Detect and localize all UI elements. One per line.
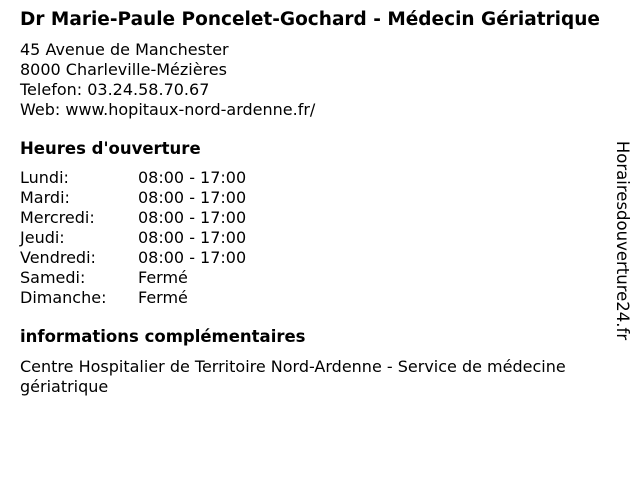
day-label: Jeudi: <box>20 228 65 247</box>
street-address: 45 Avenue de Manchester <box>20 40 229 59</box>
day-hours: Fermé <box>138 268 188 287</box>
day-hours: 08:00 - 17:00 <box>138 208 247 227</box>
opening-hours-heading: Heures d'ouverture <box>20 139 201 158</box>
opening-hours-table <box>20 168 610 308</box>
day-label: Dimanche: <box>20 288 107 307</box>
day-label: Vendredi: <box>20 248 96 267</box>
day-hours: 08:00 - 17:00 <box>138 228 247 247</box>
day-label: Mercredi: <box>20 208 95 227</box>
hours-row-monday <box>20 168 610 188</box>
additional-info-text: Centre Hospitalier de Territoire Nord-Ardenne - Service de médecine gériatrique <box>20 357 566 396</box>
hours-row-saturday <box>20 268 610 288</box>
day-label: Mardi: <box>20 188 70 207</box>
hours-row-sunday <box>20 288 610 308</box>
hours-row-friday <box>20 248 610 268</box>
page-title: Dr Marie-Paule Poncelet-Gochard - Médecin Gériatrique <box>20 9 600 30</box>
day-label: Lundi: <box>20 168 69 187</box>
day-hours: 08:00 - 17:00 <box>138 248 247 267</box>
hours-row-thursday <box>20 228 610 248</box>
website: Web: www.hopitaux-nord-ardenne.fr/ <box>20 100 316 119</box>
watermark-text: Horairesdouverture24.fr <box>613 140 633 340</box>
day-hours: 08:00 - 17:00 <box>138 188 247 207</box>
day-hours: 08:00 - 17:00 <box>138 168 247 187</box>
page <box>20 9 610 397</box>
address-block <box>20 40 610 120</box>
hours-row-wednesday <box>20 208 610 228</box>
day-hours: Fermé <box>138 288 188 307</box>
hours-row-tuesday <box>20 188 610 208</box>
phone-number: Telefon: 03.24.58.70.67 <box>20 80 210 99</box>
day-label: Samedi: <box>20 268 86 287</box>
city-address: 8000 Charleville-Mézières <box>20 60 227 79</box>
watermark <box>612 135 634 345</box>
additional-info-heading: informations complémentaires <box>20 327 306 346</box>
